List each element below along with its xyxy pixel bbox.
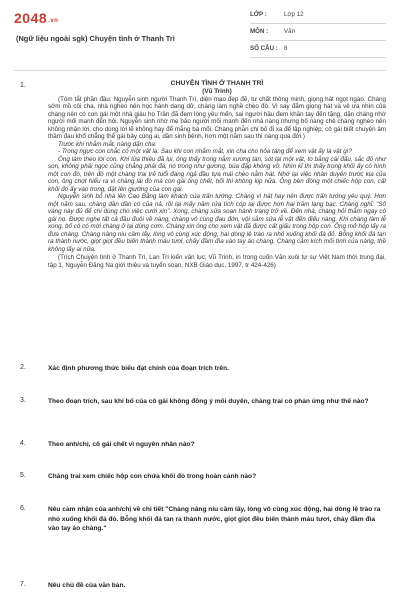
- document-meta-table: [250, 6, 386, 58]
- question-number: 1.: [20, 82, 26, 89]
- meta-row-question-count: [250, 40, 386, 57]
- question-text: Chàng trai xem chiếc hộp con chứa khối đỏ trong hoàn cảnh nào?: [48, 473, 257, 480]
- question-text: Nêu cảm nhận của anh/chị về chi tiết "Chàng nâng niu cầm lấy, lòng vô cùng xúc động, hai dòng lệ trào ra nhỏ xuống khối đá đỏ. Bỗng khối đá tan ra thành nước, giọt giọt đều biến thành máu tươi, chảy đầm đìa vào tay áo chàng.": [48, 506, 381, 533]
- question-number: 4.: [20, 440, 26, 447]
- logo-text: 2048: [14, 10, 48, 26]
- passage-summary: (Tóm tắt phần đầu: Nguyễn sinh người Thanh Trì, diện mạo đẹp đẽ, tư chất thông minh, giọng hát ngọt ngào. Chàng sớm mồ côi cha, nhà nghèo nên học hành dang dở, chàng làm nghề chèo đò. Vì say đắm giọng hát và vẻ ưa nhìn của chàng nên có con gái một nhà giàu họ Trần đã đem lòng yêu mến, sai người hầu đem khăn tay đến tặng, dặn chàng nhờ người mối manh đến hỏi. Nguyễn sinh nhờ mẹ bảo người mối manh đến nhà nàng nhưng bố nàng chê chàng nghèo nên không nhận lời, cho dùng lời lẽ không hay để mắng bà mối. Chàng phẫn chí bỏ đi xa để lập nghiệp; cô gái biết chuyện âm thầm đau khổ chẳng thể gái bảy cùng ai, dần sinh bệnh, hơn một năm sau thì nàng qua đời.): [48, 95, 386, 140]
- question-number: 5.: [20, 472, 26, 479]
- question-text: Nêu chủ đề của văn bản.: [48, 582, 126, 589]
- meta-value-question-count: 8: [284, 40, 386, 57]
- passage-source: (Trích Chuyện tình ở Thanh Trì, Lan Trì kiến văn lục; Vũ Trinh, in trong cuốn Văn xuôi tự sự Việt Nam thời trung đại, tập 1, Nguyễn Đăng Na giới thiệu và tuyển soạn, NXB Giáo dục, 1997, tr 424-426): [48, 254, 386, 269]
- meta-label-class: LỚP :: [250, 6, 284, 23]
- document-title: (Ngữ liệu ngoài sgk) Chuyện tình ở Thanh Trì: [16, 34, 175, 43]
- meta-row-subject: [250, 23, 386, 40]
- reading-passage: [48, 80, 386, 269]
- meta-value-class: Lớp 12: [284, 6, 386, 23]
- question-number: 3.: [20, 397, 26, 404]
- question-text: Xác định phương thức biểu đạt chính của đoạn trích trên.: [48, 365, 229, 372]
- passage-title: CHUYỆN TÌNH Ở THANH TRÌ: [170, 80, 264, 87]
- passage-author: (Vũ Trinh): [202, 88, 232, 95]
- meta-value-subject: Văn: [284, 23, 386, 40]
- header-divider: [14, 70, 386, 71]
- passage-paragraph: Trước khi nhắm mắt, nàng dặn cha:: [58, 140, 157, 148]
- site-logo[interactable]: [14, 10, 58, 26]
- question-number: 7.: [20, 581, 26, 588]
- question-number: 6.: [20, 505, 26, 512]
- logo-suffix: .vn: [48, 18, 59, 24]
- question-text: Theo đoạn trích, sau khi bố của cô gái không đồng ý mối duyên, chàng trai có phản ứng như thế nào?: [48, 398, 369, 405]
- passage-paragraph: Ông làm theo lời con. Khi lửa thiêu đã lụi, ông thấy trong nắm xương tàn, sót lại một vật, to bằng cái đấu, sắc đỏ như son, không phải ngọc cũng chẳng phải đá, nó trong như gương, bùa đặp không vỡ. Nhìn kĩ thì thấy trong khối ấy có hình một con đò, trên đò một chàng trai trẻ tuổi đang ngả đầu tựa mái chèo nằm hát. Nhớ lại việc nhân duyên trước kia của con, ông chợt hiểu ra vì chàng lái đò mà con gái ông chết, hối thì không kịp nữa. Ông bèn đóng một chiếc hộp con, cất khối đó ấy vào trong, đặt lên giường của con gái.: [48, 155, 386, 193]
- meta-row-class: [250, 6, 386, 23]
- question-number: 2.: [20, 364, 26, 371]
- question-text: Theo anh/chị, cô gái chết vì nguyên nhân nào?: [48, 441, 195, 448]
- meta-label-subject: MÔN :: [250, 23, 284, 40]
- meta-label-question-count: SỐ CÂU :: [250, 40, 284, 57]
- passage-paragraph: Nguyễn sinh bỏ nhà lên Cao Bằng làm khách của trấn tướng. Chàng vì hát hay nên được trấn tướng yêu quý. Hơn một năm sau, chàng dần dần có của nả, rồi lại mấy năm rửa tích cóp lại được hơn hai trăm lạng bạc. Chàng nghĩ: "Số vàng này đủ để chi dùng cho việc cưới xin". Xong, chàng sửa soạn hành trang trở về. Đến nhà, chàng hỏi thăm ngay cô gái nọ. Được nghe tất cả đầu đuôi về nàng, chàng vô cùng đau đớn, vội sắm sửa lễ vật đến điếu nàng. Khi chàng làm lễ xong, bố cô có mời chàng ở lại dùng cơm. Chàng xin ông cho xem vật đã được cất giấu trong hộp con. Ông mở hộp lấy ra đưa chàng. Chàng nâng niu cầm lấy, lòng vô cùng xúc động, hai dòng lệ trào ra nhỏ xuống khối đá đỏ. Bỗng khối đá tan ra thành nước, giọt giọt đều biến thành máu tươi, chảy đầm đìa vào tay áo chàng. Chàng cảm kích mối tình của nàng, thề không lấy ai nữa.: [48, 193, 386, 253]
- passage-paragraph: - Trong ngực con chắc có một vật lạ. Sau khi con nhắm mắt, xin cha cho hỏa táng để xem vật ấy là vật gì?: [58, 148, 352, 155]
- page-header: [0, 0, 400, 66]
